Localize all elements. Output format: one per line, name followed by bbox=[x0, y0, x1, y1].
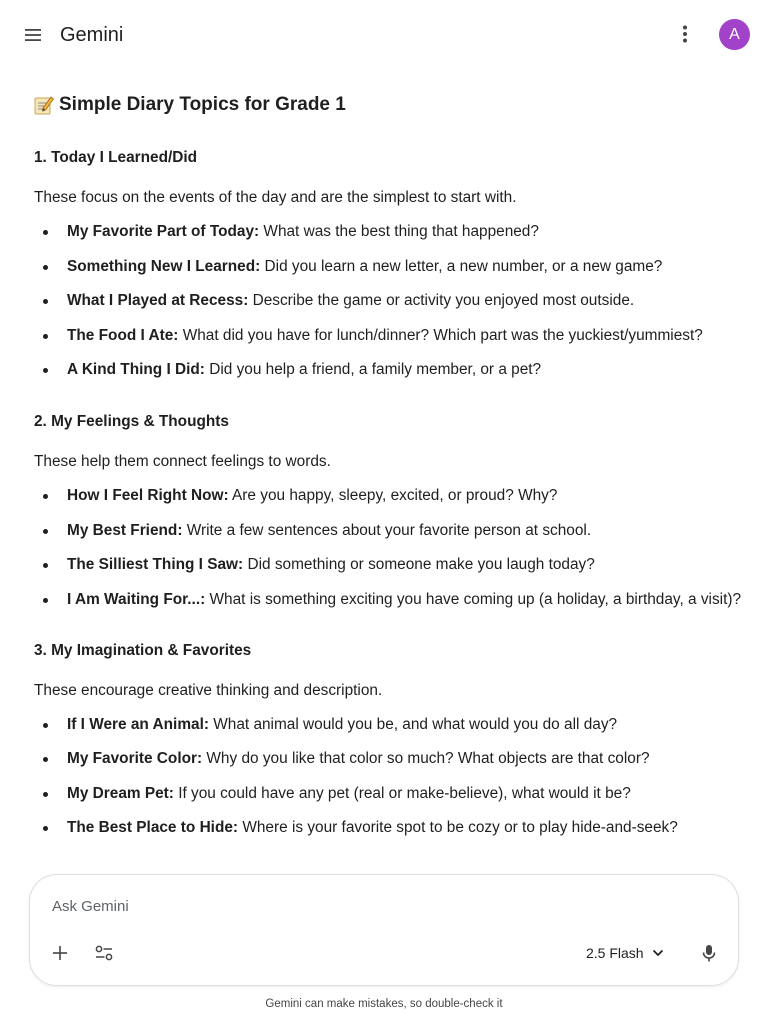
response-title-text: Simple Diary Topics for Grade 1 bbox=[59, 94, 346, 115]
item-label: The Silliest Thing I Saw: bbox=[67, 556, 244, 573]
topic-list bbox=[34, 486, 744, 610]
top-bar bbox=[0, 0, 768, 68]
item-label: My Dream Pet: bbox=[67, 784, 174, 802]
prompt-input[interactable] bbox=[52, 895, 652, 917]
item-label: How I Feel Right Now: bbox=[67, 487, 229, 504]
list-item bbox=[34, 222, 744, 242]
list-item bbox=[34, 749, 744, 769]
item-label: I Am Waiting For...: bbox=[67, 590, 206, 608]
list-item bbox=[34, 715, 744, 735]
item-label: A Kind Thing I Did: bbox=[67, 361, 205, 378]
list-item bbox=[34, 521, 744, 541]
model-label: 2.5 Flash bbox=[586, 945, 644, 961]
item-label: If I Were an Animal: bbox=[67, 715, 209, 733]
item-text: What is something exciting you have coming up (a holiday, a birthday, a visit)? bbox=[205, 590, 742, 608]
item-text: Why do you like that color so much? What objects are that color? bbox=[202, 750, 650, 767]
item-label: The Best Place to Hide: bbox=[67, 819, 239, 836]
section-3 bbox=[34, 641, 744, 839]
topic-list bbox=[34, 222, 744, 380]
item-text: Did something or someone make you laugh today? bbox=[243, 556, 595, 573]
list-item bbox=[34, 326, 744, 346]
list-item bbox=[34, 257, 744, 277]
list-item bbox=[34, 784, 744, 804]
item-text: What did you have for lunch/dinner? Which part was the yuckiest/yummiest? bbox=[178, 326, 703, 344]
item-text: Are you happy, sleepy, excited, or proud? Why? bbox=[228, 487, 558, 504]
app-title: Gemini bbox=[60, 24, 124, 46]
item-label: The Food I Ate: bbox=[67, 326, 179, 344]
prompt-composer bbox=[29, 874, 739, 986]
item-text: Did you help a friend, a family member, or a pet? bbox=[204, 361, 542, 378]
section-heading: 1. Today I Learned/Did bbox=[34, 149, 198, 166]
model-selector[interactable] bbox=[586, 941, 664, 965]
section-1 bbox=[34, 148, 744, 380]
item-text: What was the best thing that happened? bbox=[259, 223, 539, 240]
list-item bbox=[34, 818, 744, 838]
topic-list bbox=[34, 715, 744, 839]
section-intro: These help them connect feelings to words. bbox=[34, 453, 331, 470]
list-item bbox=[34, 291, 744, 311]
section-2 bbox=[34, 412, 744, 610]
section-intro: These encourage creative thinking and description. bbox=[34, 681, 383, 699]
item-text: If you could have any pet (real or make-believe), what would it be? bbox=[173, 784, 631, 802]
response-content bbox=[34, 80, 744, 836]
list-item bbox=[34, 486, 744, 506]
disclaimer-text: Gemini can make mistakes, so double-check it bbox=[265, 998, 503, 1010]
list-item bbox=[34, 360, 744, 380]
item-text: Write a few sentences about your favorite person at school. bbox=[182, 521, 592, 539]
item-label: My Best Friend: bbox=[67, 521, 183, 539]
avatar[interactable]: A bbox=[719, 19, 750, 50]
plus-icon[interactable] bbox=[48, 941, 72, 965]
tools-sliders-icon[interactable] bbox=[92, 941, 116, 965]
item-text: Where is your favorite spot to be cozy or to play hide-and-seek? bbox=[238, 819, 678, 836]
microphone-icon[interactable] bbox=[697, 941, 721, 965]
item-label: My Favorite Part of Today: bbox=[67, 223, 260, 240]
item-text: What animal would you be, and what would you do all day? bbox=[208, 715, 618, 733]
hamburger-menu-icon[interactable] bbox=[20, 22, 46, 48]
response-title bbox=[34, 92, 744, 118]
item-label: My Favorite Color: bbox=[67, 750, 203, 767]
more-vertical-icon[interactable] bbox=[672, 21, 698, 47]
section-heading: 2. My Feelings & Thoughts bbox=[34, 413, 229, 430]
section-heading: 3. My Imagination & Favorites bbox=[34, 641, 252, 659]
section-intro: These focus on the events of the day and are the simplest to start with. bbox=[34, 189, 517, 206]
list-item bbox=[34, 555, 744, 575]
list-item bbox=[34, 590, 744, 610]
memo-emoji-icon bbox=[34, 95, 54, 115]
item-label: Something New I Learned: bbox=[67, 257, 261, 275]
item-text: Did you learn a new letter, a new number, or a new game? bbox=[260, 257, 663, 275]
chevron-down-icon bbox=[652, 949, 664, 957]
item-text: Describe the game or activity you enjoyed most outside. bbox=[248, 292, 635, 309]
item-label: What I Played at Recess: bbox=[67, 292, 249, 309]
